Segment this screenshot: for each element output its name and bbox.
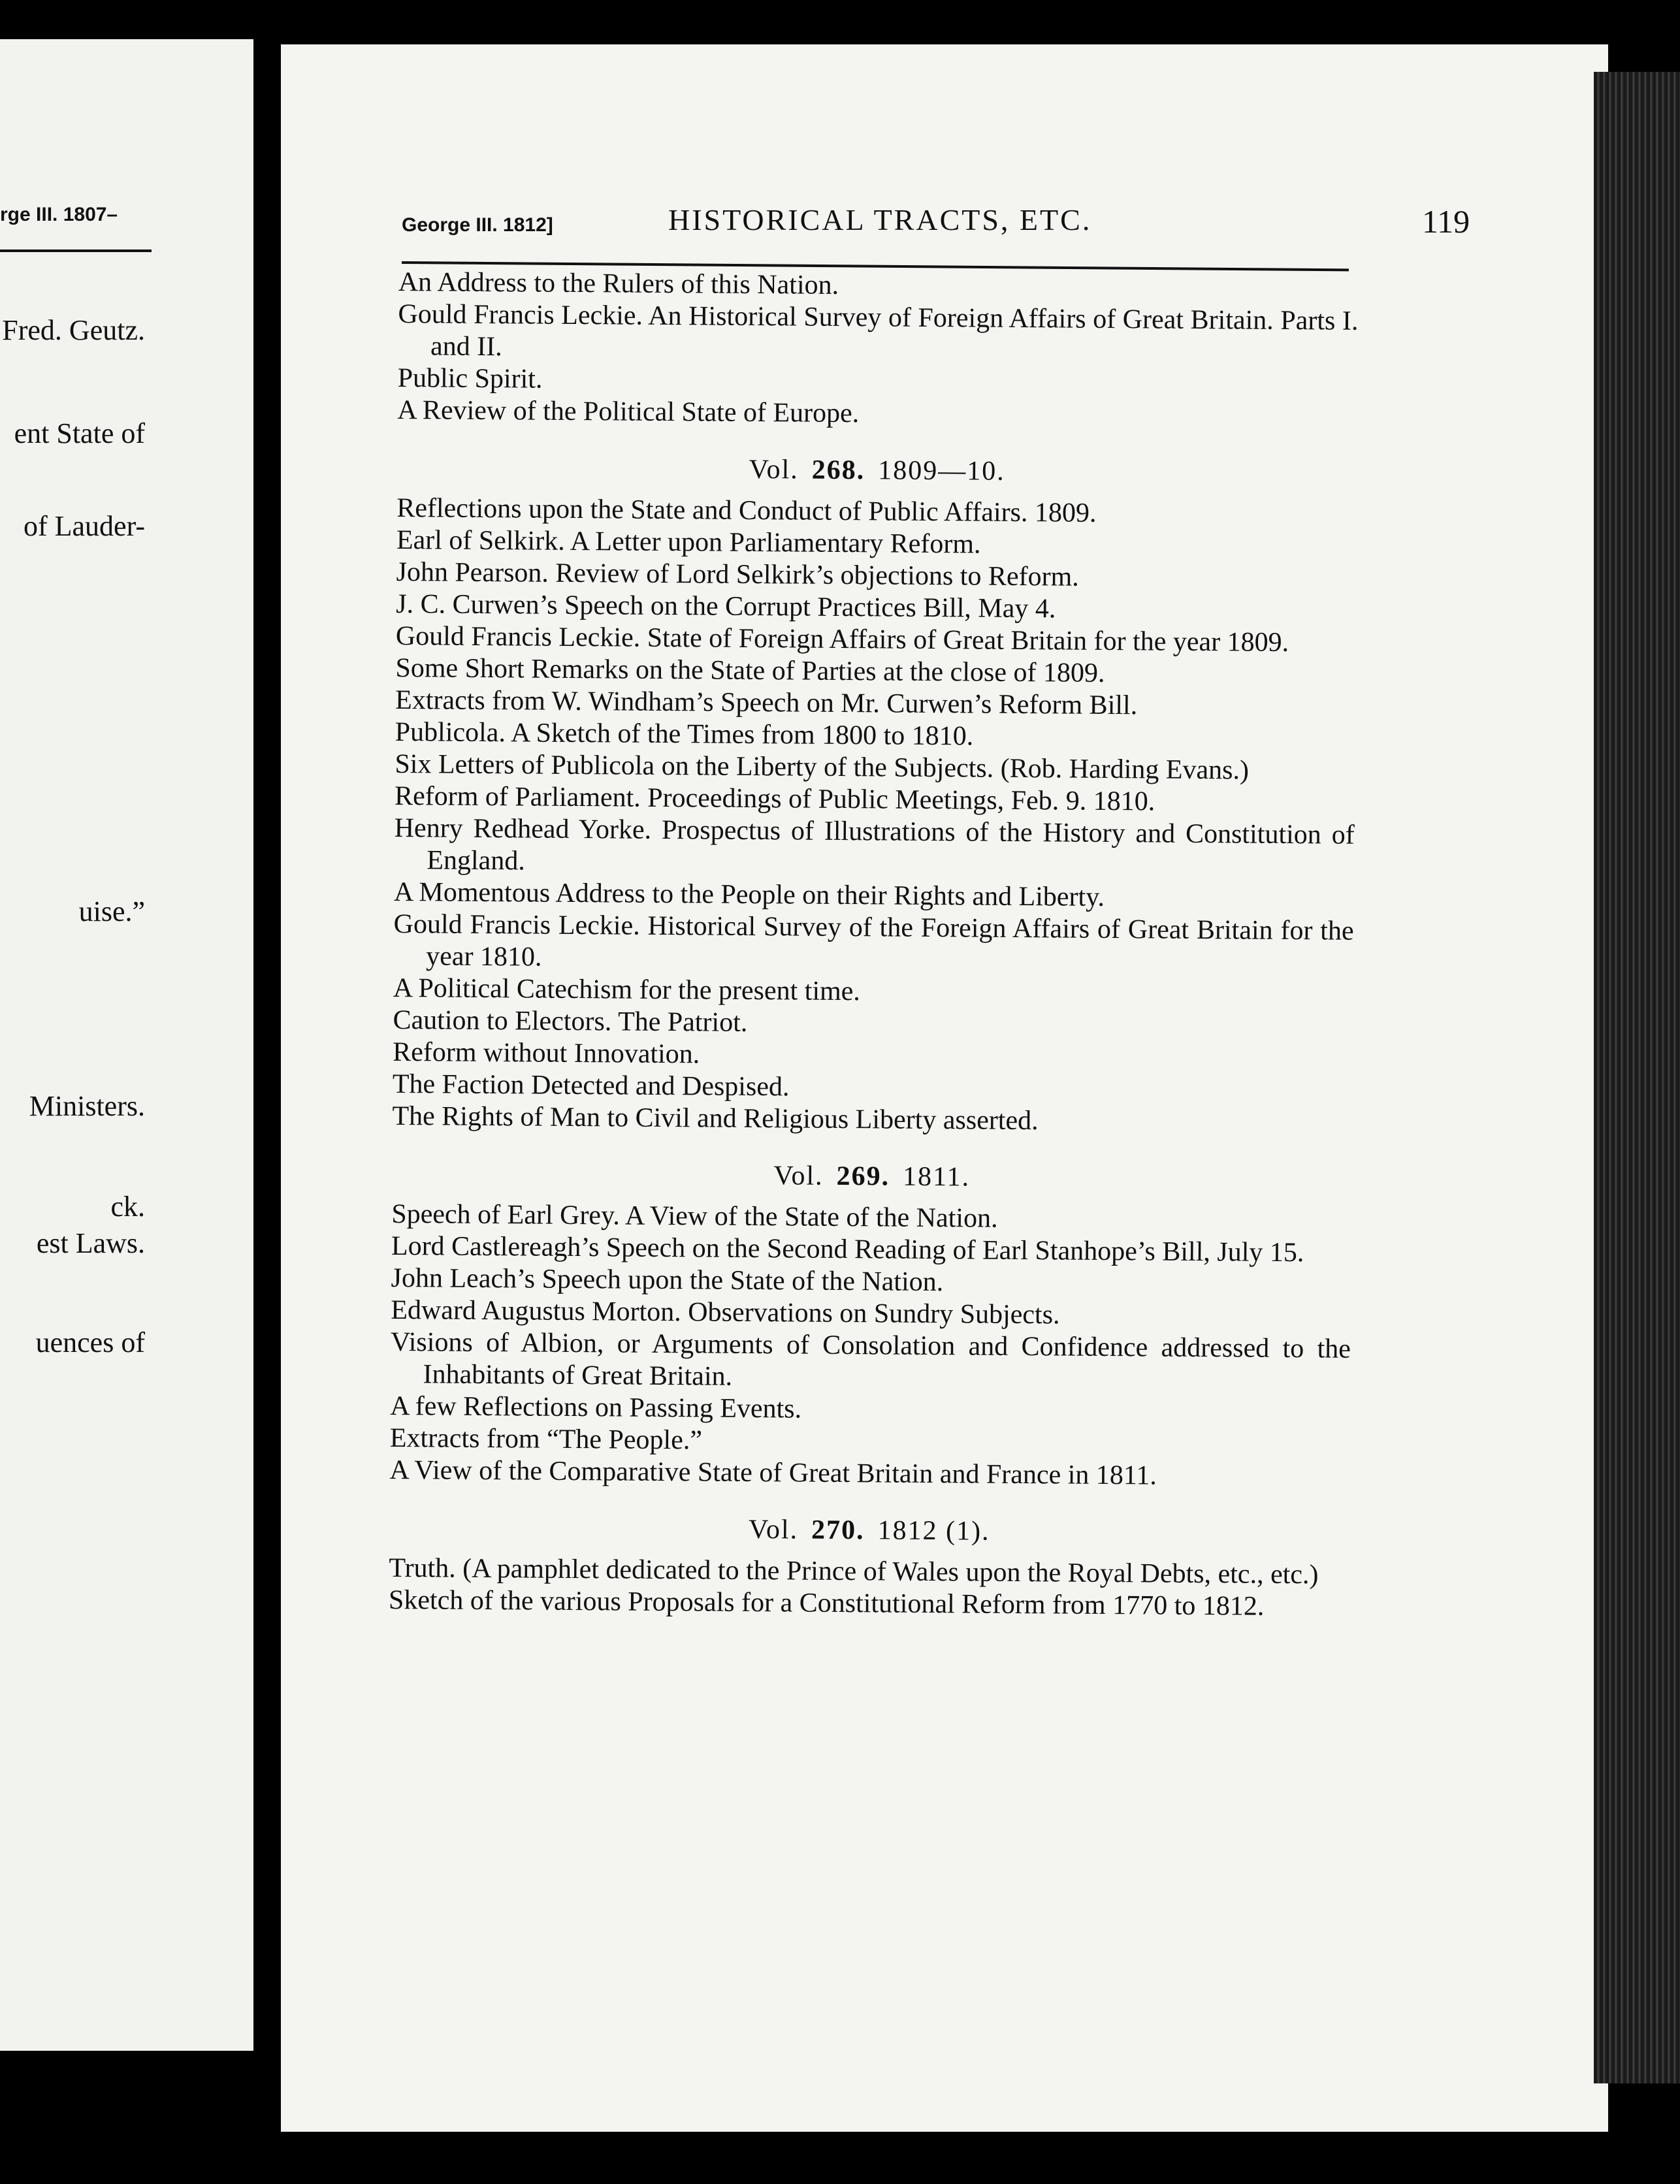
volume-heading	[389, 1511, 1349, 1550]
list-item: Reform without Innovation.	[393, 1036, 700, 1070]
left-line: ck.	[110, 1191, 145, 1223]
list-item: Caution to Electors. The Patriot.	[393, 1004, 748, 1038]
list-item: Six Letters of Publicola on the Liberty of the Subjects. (Rob. Harding Evans.)	[395, 748, 1250, 786]
left-header-rule	[0, 249, 152, 252]
volume-heading	[397, 451, 1357, 490]
list-item: Extracts from W. Windham’s Speech on Mr. Curwen’s Reform Bill.	[395, 684, 1138, 721]
list-item: Truth. (A pamphlet dedicated to the Prince of Wales upon the Royal Debts, etc., etc.)	[389, 1552, 1319, 1590]
list-item: John Pearson. Review of Lord Selkirk’s objections to Reform.	[396, 556, 1079, 592]
list-item: The Rights of Man to Civil and Religious Liberty asserted.	[392, 1100, 1039, 1136]
list-item: J. C. Curwen’s Speech on the Corrupt Practices Bill, May 4.	[396, 588, 1056, 624]
list-item: Lord Castlereagh’s Speech on the Second Reading of Earl Stanhope’s Bill, July 15.	[391, 1230, 1304, 1268]
list-item: A Political Catechism for the present time.	[393, 972, 861, 1007]
list-item: The Faction Detected and Despised.	[392, 1068, 790, 1102]
volume-years: 1811.	[902, 1161, 971, 1193]
left-line: of Lauder-	[23, 510, 145, 542]
page-number: 119	[1422, 203, 1470, 240]
left-line: Fred. Geutz.	[2, 314, 145, 346]
list-item: Publicola. A Sketch of the Times from 1800 to 1810.	[395, 716, 974, 752]
list-item: A Momentous Address to the People on their Rights and Liberty.	[393, 876, 1105, 912]
list-item: Earl of Selkirk. A Letter upon Parliamentary Reform.	[396, 524, 981, 560]
list-item: Sketch of the various Proposals for a Constitutional Reform from 1770 to 1812.	[388, 1584, 1265, 1622]
volume-years: 1809—10.	[878, 455, 1005, 487]
left-line: uences of	[35, 1326, 145, 1358]
list-item: Reflections upon the State and Conduct of Public Affairs. 1809.	[396, 492, 1097, 528]
left-running-head: rge III. 1807–	[0, 204, 118, 225]
volume-label: Vol.	[748, 1514, 799, 1545]
list-item: John Leach’s Speech upon the State of the Nation.	[391, 1262, 944, 1298]
list-item: A few Reflections on Passing Events.	[390, 1390, 802, 1424]
right-page	[281, 44, 1608, 2132]
running-head: George III. 1812]	[402, 214, 553, 236]
tract-list	[389, 266, 1359, 1624]
list-item: A View of the Comparative State of Great Britain and France in 1811.	[389, 1454, 1157, 1491]
list-item: Edward Augustus Morton. Observations on Sundry Subjects.	[391, 1294, 1060, 1330]
volume-number: 270.	[811, 1515, 865, 1546]
left-page	[0, 39, 253, 2051]
left-line: ent State of	[14, 417, 145, 449]
left-line: Ministers.	[29, 1090, 145, 1122]
list-item: An Address to the Rulers of this Nation.	[398, 266, 839, 300]
volume-years: 1812 (1).	[877, 1515, 990, 1547]
list-item: Gould Francis Leckie. An Historical Survey of Foreign Affairs of Great Britain. Parts I. and II.	[398, 298, 1359, 362]
list-item: Extracts from “The People.”	[389, 1422, 703, 1456]
page-title: HISTORICAL TRACTS, ETC.	[668, 203, 1092, 236]
list-item: Gould Francis Leckie. State of Foreign Affairs of Great Britain for the year 1809.	[395, 620, 1289, 658]
volume-number: 268.	[811, 455, 865, 486]
page-edges	[1594, 72, 1680, 2083]
list-item: Gould Francis Leckie. Historical Survey of the Foreign Affairs of Great Britain for the year 1810.	[393, 908, 1354, 972]
volume-label: Vol.	[773, 1161, 824, 1191]
volume-number: 269.	[836, 1161, 890, 1192]
list-item: Henry Redhead Yorke. Prospectus of Illustrations of the History and Constitution of England.	[394, 812, 1355, 876]
volume-label: Vol.	[749, 454, 799, 485]
left-line: uise.”	[78, 895, 145, 927]
book-gutter	[253, 26, 281, 2155]
list-item: Visions of Albion, or Arguments of Consolation and Confidence addressed to the Inhabitants of Great Britain.	[390, 1326, 1351, 1392]
list-item: A Review of the Political State of Europe.	[397, 394, 860, 429]
left-line: est Laws.	[36, 1227, 145, 1259]
list-item: Some Short Remarks on the State of Parties at the close of 1809.	[395, 652, 1105, 688]
page-header	[402, 202, 1608, 255]
list-item: Speech of Earl Grey. A View of the State of the Nation.	[391, 1198, 998, 1234]
list-item: Reform of Parliament. Proceedings of Public Meetings, Feb. 9. 1810.	[394, 780, 1155, 817]
list-item: Public Spirit.	[397, 362, 543, 394]
volume-heading	[392, 1157, 1352, 1196]
